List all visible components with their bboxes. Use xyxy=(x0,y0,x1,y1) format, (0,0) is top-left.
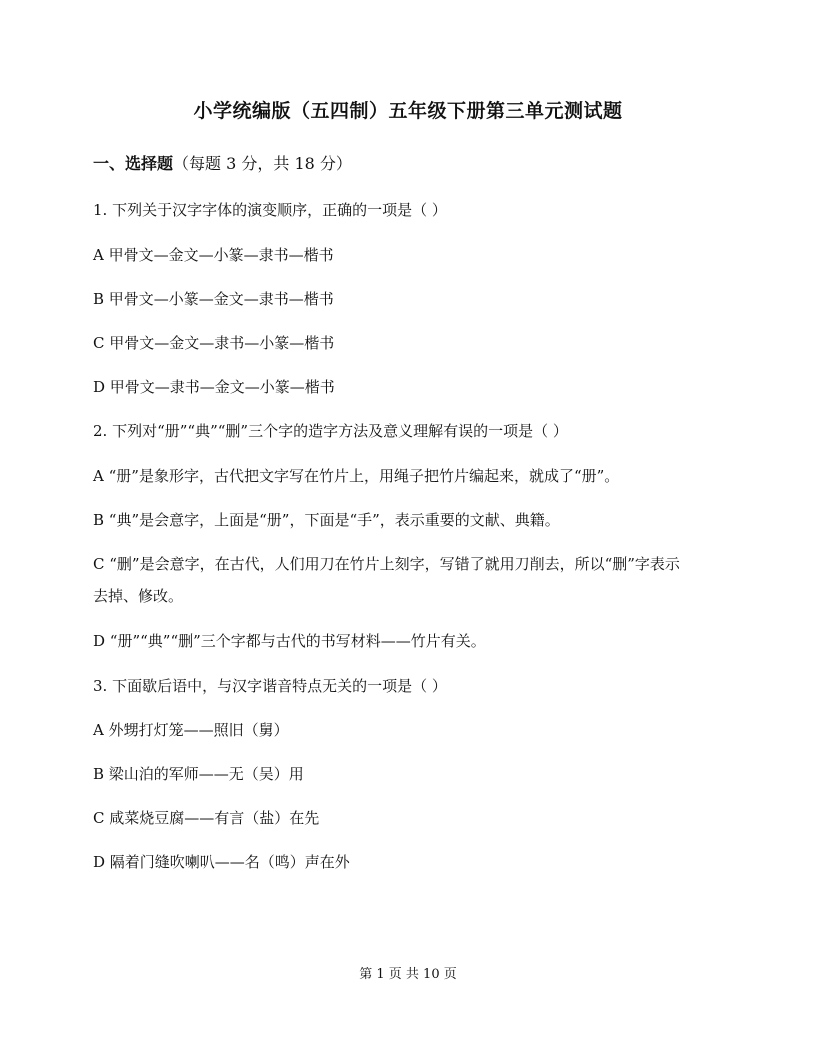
question-3-option-c: C 咸菜烧豆腐——有言（盐）在先 xyxy=(93,809,320,827)
question-2-stem: 2. 下列对“册”“典”“删”三个字的造字方法及意义理解有误的一项是（ ） xyxy=(93,422,568,440)
question-1-option-c: C 甲骨文—金文—隶书—小篆—楷书 xyxy=(93,334,335,352)
page-footer: 第 1 页 共 10 页 xyxy=(359,967,457,982)
question-3-option-b: B 梁山泊的军师——无（吴）用 xyxy=(93,765,304,783)
question-2-option-c: C “删”是会意字，在古代，人们用刀在竹片上刻字，写错了就用刀削去，所以“删”字表示 xyxy=(93,555,680,573)
section-heading-text: 一、选择题 xyxy=(93,154,174,173)
question-2-option-a: A “册”是象形字，古代把文字写在竹片上，用绳子把竹片编起来，就成了“册”。 xyxy=(93,467,620,485)
question-2-option-d: D “册”“典”“删”三个字都与古代的书写材料——竹片有关。 xyxy=(93,632,486,650)
document-title: 小学统编版（五四制）五年级下册第三单元测试题 xyxy=(193,100,623,122)
question-1-option-d: D 甲骨文—隶书—金文—小篆—楷书 xyxy=(93,378,335,396)
question-2-option-b: B “典”是会意字，上面是“册”，下面是“手”，表示重要的文献、典籍。 xyxy=(93,511,560,529)
question-3-option-d: D 隔着门缝吹喇叭——名（鸣）声在外 xyxy=(93,853,350,871)
question-2-option-c-continued: 去掉、修改。 xyxy=(93,587,184,605)
question-1-option-b: B 甲骨文—小篆—金文—隶书—楷书 xyxy=(93,290,334,308)
section-heading xyxy=(93,151,352,174)
question-1-stem: 1. 下列关于汉字字体的演变顺序，正确的一项是（ ） xyxy=(93,201,447,219)
question-1-option-a: A 甲骨文—金文—小篆—隶书—楷书 xyxy=(93,246,334,264)
question-3-option-a: A 外甥打灯笼——照旧（舅） xyxy=(93,721,289,739)
section-score-note: （每题 3 分，共 18 分） xyxy=(173,154,352,173)
question-3-stem: 3. 下面歇后语中，与汉字谐音特点无关的一项是（ ） xyxy=(93,677,447,695)
